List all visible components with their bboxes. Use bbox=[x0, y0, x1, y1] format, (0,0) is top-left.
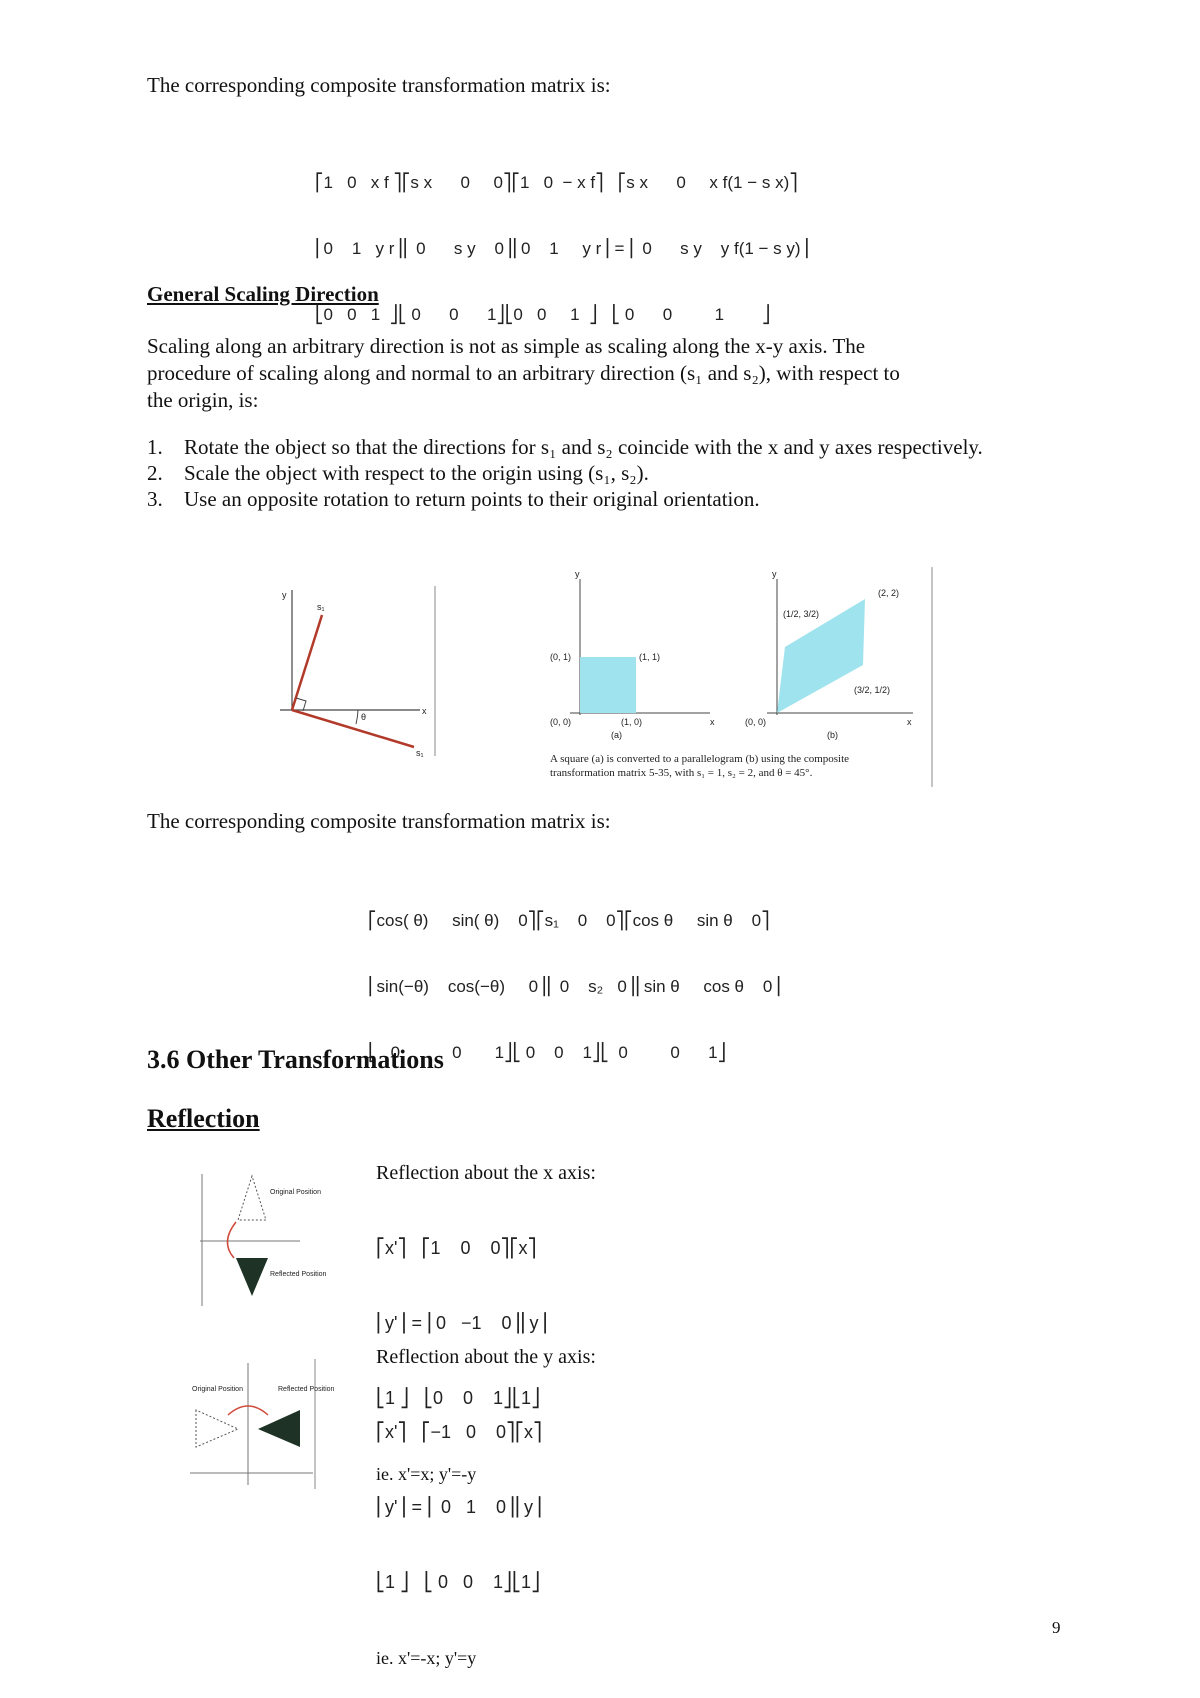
paragraph-line: procedure of scaling along and normal to an arbitrary direction (s₁ and s₂), with respect to bbox=[147, 361, 900, 385]
reflection-x-summary: ie. x'=x; y'=-y bbox=[376, 1464, 477, 1484]
general-scaling-paragraph bbox=[147, 333, 1107, 414]
b-y-label: y bbox=[772, 569, 777, 579]
a-label-10: (1, 0) bbox=[621, 717, 643, 727]
a-label-01: (0, 1) bbox=[550, 652, 572, 662]
list-item: 3. Use an opposite rotation to return points to their original orientation. bbox=[147, 487, 760, 511]
reflection-arc bbox=[227, 1222, 236, 1258]
square-a bbox=[580, 657, 636, 713]
intro-text-2: The corresponding composite transformation matrix is: bbox=[147, 809, 611, 833]
page-number: 9 bbox=[1052, 1618, 1061, 1637]
a-label-11: (1, 1) bbox=[639, 652, 661, 662]
matrix-row: ⎣0 0 1 ⎦⎣ 0 0 1⎦⎣0 0 1 ⎦ ⎣ 0 0 1 ⎦ bbox=[315, 305, 771, 324]
reflected-label: Reflected Position bbox=[278, 1386, 335, 1393]
reflected-label: Reflected Position bbox=[270, 1271, 327, 1278]
reflected-triangle bbox=[236, 1258, 268, 1296]
matrix-row: ⎢sin(−θ) cos(−θ) 0⎥⎢ 0 s₂ 0⎥⎢sin θ cos θ 0⎥ bbox=[368, 977, 781, 996]
parallelogram-figure bbox=[545, 565, 935, 790]
reflection-x-figure bbox=[190, 1168, 327, 1318]
a-y-label: y bbox=[575, 569, 580, 579]
matrix-row: ⎡x'⎤ ⎡1 0 0⎤⎡x⎤ bbox=[376, 1238, 537, 1258]
reflection-heading: Reflection bbox=[147, 1104, 260, 1133]
list-item: 1. Rotate the object so that the directions for s₁ and s₂ coincide with the x and y axes respectively. bbox=[147, 435, 983, 459]
a-label-00: (0, 0) bbox=[550, 717, 572, 727]
general-scaling-heading: General Scaling Direction bbox=[147, 282, 379, 306]
original-label: Original Position bbox=[192, 1386, 243, 1393]
right-angle-mark bbox=[296, 698, 306, 711]
figure-caption-line: A square (a) is converted to a parallelogram (b) using the composite bbox=[550, 753, 850, 765]
b-x-label: x bbox=[907, 717, 912, 727]
b-label-00: (0, 0) bbox=[745, 717, 767, 727]
scaling-direction-figure bbox=[270, 580, 450, 760]
b-label-3half-half: (3/2, 1/2) bbox=[854, 685, 891, 695]
matrix-row: ⎡x'⎤ ⎡−1 0 0⎤⎡x⎤ bbox=[376, 1422, 542, 1442]
matrix-row: ⎣1 ⎦ ⎣0 0 1⎦⎣1⎦ bbox=[376, 1388, 541, 1408]
matrix-row: ⎡1 0 x f ⎤⎡s x 0 0⎤⎡1 0 − x f⎤ ⎡s x 0 x f(1 − s x)⎤ bbox=[315, 173, 798, 192]
reflection-y-matrix bbox=[376, 1370, 596, 1645]
intro-text: The corresponding composite transformation matrix is: bbox=[147, 73, 611, 97]
list-item: 2. Scale the object with respect to the origin using (s₁, s₂). bbox=[147, 461, 649, 485]
matrix-row: ⎡cos( θ) sin( θ) 0⎤⎡s₁ 0 0⎤⎡cos θ sin θ 0⎤ bbox=[368, 911, 770, 930]
reflection-y-figure bbox=[188, 1355, 335, 1495]
s2-vector bbox=[292, 710, 414, 747]
x-label: x bbox=[422, 706, 427, 716]
original-triangle bbox=[238, 1176, 266, 1220]
b-label-22: (2, 2) bbox=[878, 588, 900, 598]
s1-label: s₁ bbox=[317, 602, 325, 612]
reflection-y-summary: ie. x'=-x; y'=y bbox=[376, 1648, 477, 1668]
reflection-x-title: Reflection about the x axis: bbox=[376, 1162, 596, 1184]
theta-label: θ bbox=[361, 712, 367, 722]
reflection-y-block bbox=[376, 1344, 596, 1671]
s1-vector bbox=[292, 615, 322, 710]
paragraph-line: the origin, is: bbox=[147, 388, 259, 412]
section-heading: 3.6 Other Transformations bbox=[147, 1045, 444, 1074]
a-caption: (a) bbox=[611, 730, 622, 740]
scaling-steps-list bbox=[147, 434, 1099, 512]
y-label: y bbox=[282, 590, 287, 600]
matrix-row: ⎢y'⎥ = ⎢ 0 1 0⎥⎢y⎥ bbox=[376, 1497, 542, 1517]
b-caption: (b) bbox=[827, 730, 838, 740]
reflected-triangle bbox=[258, 1410, 300, 1447]
s2-label: s₁ bbox=[416, 748, 424, 758]
matrix-row: ⎢y'⎥ = ⎢0 −1 0⎥⎢y⎥ bbox=[376, 1313, 548, 1333]
composite-matrix-1 bbox=[315, 128, 809, 348]
matrix-row: ⎣1 ⎦ ⎣ 0 0 1⎦⎣1⎦ bbox=[376, 1572, 541, 1592]
matrix-row: ⎢0 1 y r⎥⎢ 0 s y 0⎥⎢0 1 y r⎥ = ⎢ 0 s y y f(1 − s y)⎥ bbox=[315, 239, 810, 258]
original-triangle bbox=[196, 1410, 238, 1447]
paragraph-line: Scaling along an arbitrary direction is not as simple as scaling along the x-y axis. The bbox=[147, 334, 866, 358]
a-x-label: x bbox=[710, 717, 715, 727]
figure-caption-line: transformation matrix 5-35, with s₁ = 1, s₂ = 2, and θ = 45°. bbox=[550, 767, 813, 779]
matrix-row: ⎣ 0 0 1⎦⎣ 0 0 1⎦⎣ 0 0 1⎦ bbox=[368, 1043, 727, 1062]
theta-arc bbox=[356, 710, 358, 724]
original-label: Original Position bbox=[270, 1189, 321, 1196]
b-label-half-3half: (1/2, 3/2) bbox=[783, 609, 820, 619]
reflection-y-title: Reflection about the y axis: bbox=[376, 1346, 596, 1368]
